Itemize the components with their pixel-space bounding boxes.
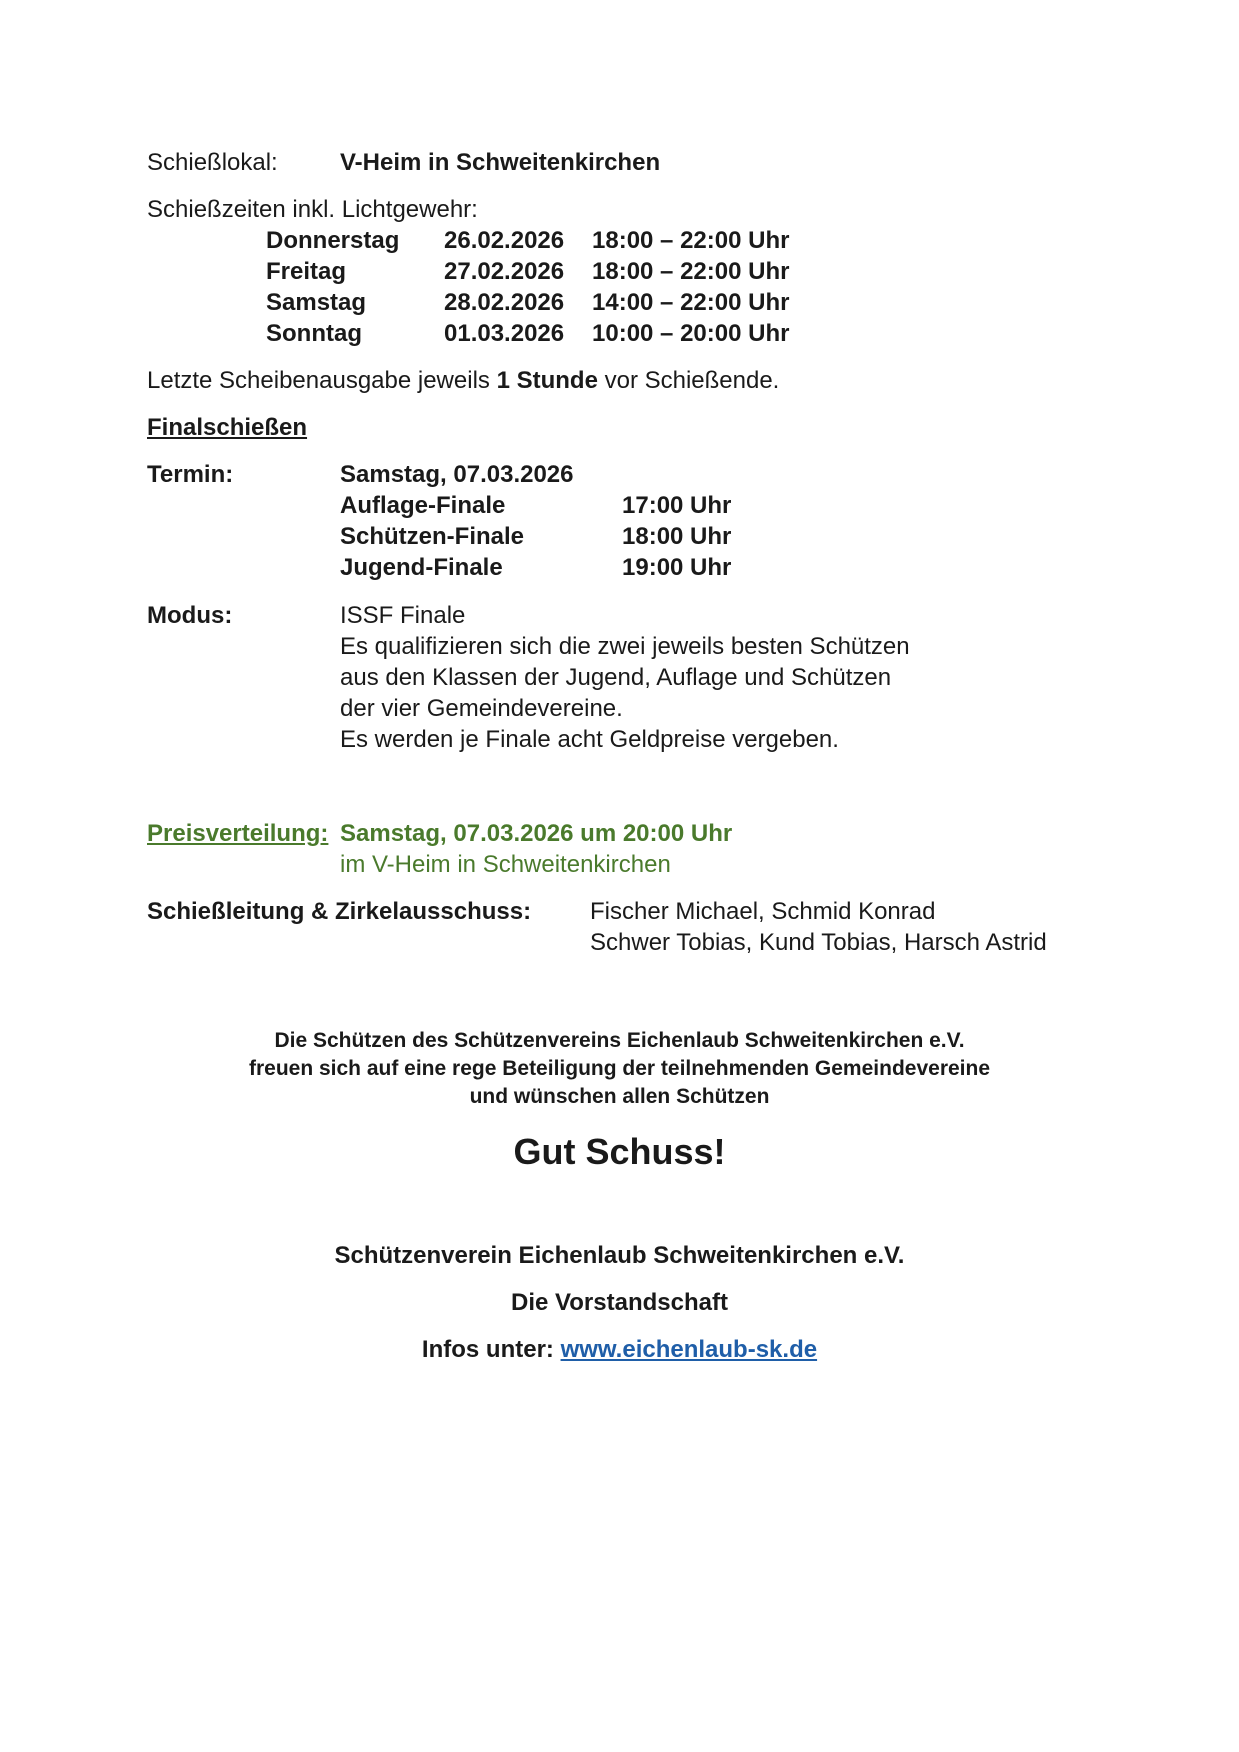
schedule-date: 01.03.2026	[444, 320, 565, 347]
last-target-prefix: Letzte Scheibenausgabe jeweils	[147, 367, 497, 394]
closing-line: Die Schützen des Schützenvereins Eichenlaub Schweitenkirchen e.V.	[274, 1029, 965, 1052]
last-target-suffix: vor Schießende.	[597, 367, 780, 394]
modus-line: der vier Gemeindevereine.	[340, 695, 623, 722]
final-time: 18:00 Uhr	[622, 523, 732, 550]
modus-line: Es werden je Finale acht Geldpreise vergeben.	[340, 726, 839, 753]
schedule-time: 18:00 – 22:00 Uhr	[592, 227, 790, 254]
schedule-date: 26.02.2026	[444, 227, 565, 254]
schedule-time: 10:00 – 20:00 Uhr	[592, 320, 790, 347]
schedule-day: Freitag	[266, 258, 347, 285]
schedule-day: Sonntag	[266, 320, 362, 347]
final-name: Jugend-Finale	[340, 554, 503, 581]
award-place: im V-Heim in Schweitenkirchen	[340, 851, 671, 878]
termin-date: Samstag, 07.03.2026	[340, 461, 574, 488]
board-name: Die Vorstandschaft	[511, 1289, 728, 1316]
final-time: 17:00 Uhr	[622, 492, 732, 519]
last-target-note	[147, 365, 779, 396]
times-heading: Schießzeiten inkl. Lichtgewehr:	[147, 196, 478, 223]
venue-value: V-Heim in Schweitenkirchen	[340, 149, 661, 176]
info-label: Infos unter:	[421, 1336, 561, 1363]
info-line	[0, 1334, 1239, 1365]
venue-label: Schießlokal:	[147, 149, 278, 176]
last-target-hours: 1 Stunde	[496, 367, 598, 394]
schedule-day: Samstag	[266, 289, 367, 316]
modus-line: aus den Klassen der Jugend, Auflage und Schützen	[340, 664, 892, 691]
final-name: Auflage-Finale	[340, 492, 506, 519]
slogan: Gut Schuss!	[513, 1131, 726, 1172]
management-line: Schwer Tobias, Kund Tobias, Harsch Astrid	[590, 929, 1047, 956]
termin-label: Termin:	[147, 461, 234, 488]
schedule-time: 14:00 – 22:00 Uhr	[592, 289, 790, 316]
closing-line: und wünschen allen Schützen	[469, 1085, 770, 1108]
modus-label: Modus:	[147, 602, 233, 629]
management-line: Fischer Michael, Schmid Konrad	[590, 898, 936, 925]
club-name: Schützenverein Eichenlaub Schweitenkirchen e.V.	[334, 1242, 905, 1269]
award-date: Samstag, 07.03.2026 um 20:00 Uhr	[340, 820, 733, 847]
schedule-day: Donnerstag	[266, 227, 400, 254]
final-time: 19:00 Uhr	[622, 554, 732, 581]
closing-line: freuen sich auf eine rege Beteiligung der teilnehmenden Gemeindevereine	[248, 1057, 991, 1080]
award-label: Preisverteilung:	[147, 820, 329, 847]
website-link[interactable]: www.eichenlaub-sk.de	[560, 1336, 818, 1363]
modus-line: Es qualifizieren sich die zwei jeweils besten Schützen	[340, 633, 910, 660]
schedule-time: 18:00 – 22:00 Uhr	[592, 258, 790, 285]
final-name: Schützen-Finale	[340, 523, 525, 550]
final-heading: Finalschießen	[147, 414, 308, 441]
schedule-date: 28.02.2026	[444, 289, 565, 316]
management-label: Schießleitung & Zirkelausschuss:	[147, 898, 532, 925]
schedule-date: 27.02.2026	[444, 258, 565, 285]
modus-line: ISSF Finale	[340, 602, 466, 629]
